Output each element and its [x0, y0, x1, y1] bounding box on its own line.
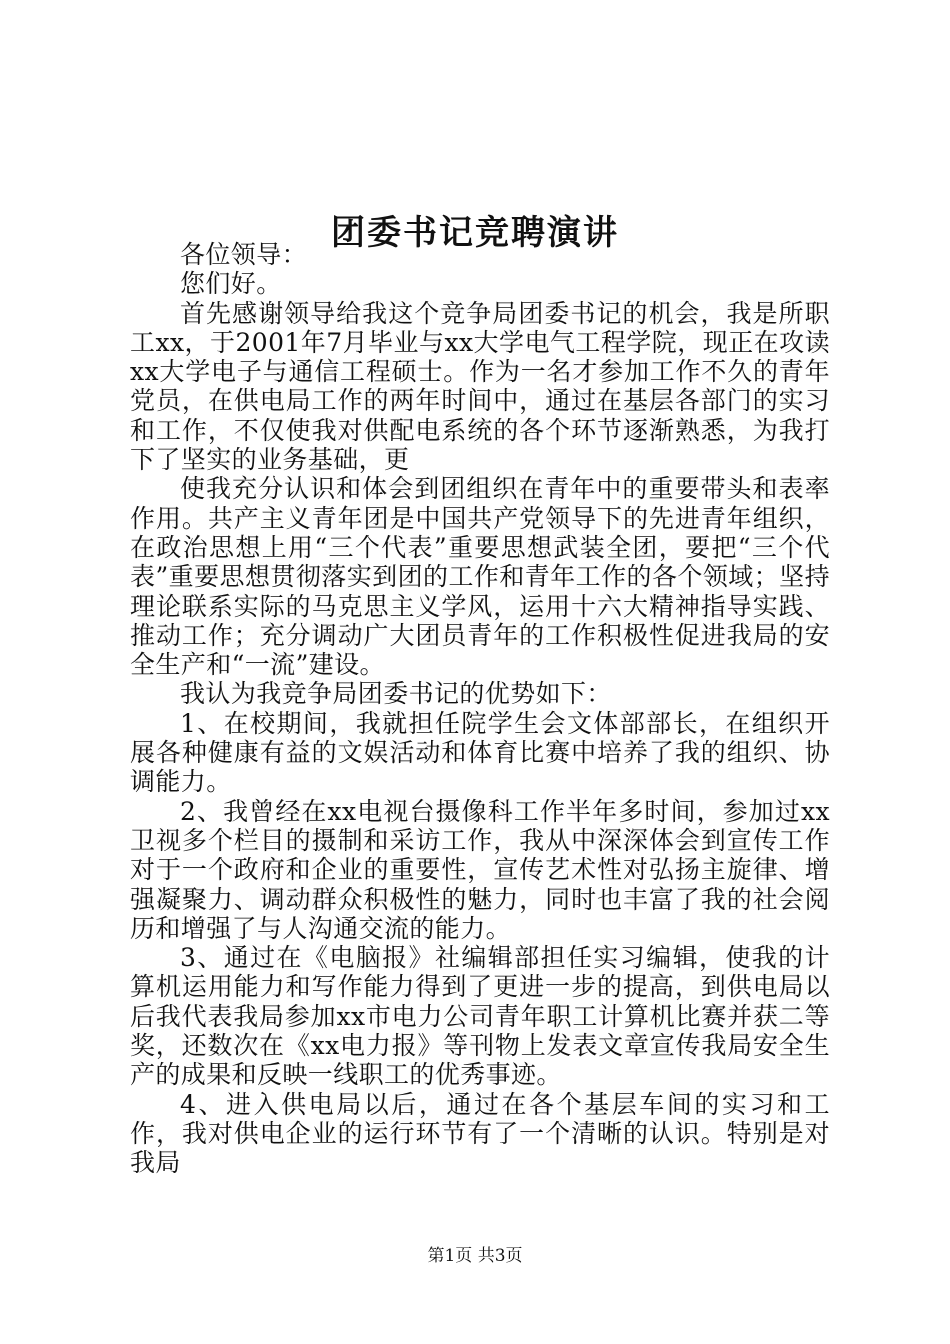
paragraph-introduction: 首先感谢领导给我这个竞争局团委书记的机会，我是所职工xx，于2001年7月毕业与xx大学电气工程学院，现正在攻读xx大学电子与通信工程硕士。作为一名才参加工作不久的青年党员，在供电局工作的两年时间中，通过在基层各部门的实习和工作，不仅使我对供配电系统的各个环节逐渐熟悉，为我打下了坚实的业务基础，更 [130, 298, 830, 475]
paragraph-advantage-3: 3、通过在《电脑报》社编辑部担任实习编辑，使我的计算机运用能力和写作能力得到了更进一步的提高，到供电局以后我代表我局参加xx市电力公司青年职工计算机比赛并获二等奖，还数次在《xx电力报》等刊物上发表文章宣传我局安全生产的成果和反映一线职工的优秀事迹。 [130, 943, 830, 1090]
paragraph-advantage-2: 2、我曾经在xx电视台摄像科工作半年多时间，参加过xx卫视多个栏目的摄制和采访工作，我从中深深体会到宣传工作对于一个政府和企业的重要性，宣传艺术性对弘扬主旋律、增强凝聚力、调动群众积极性的魅力，同时也丰富了我的社会阅历和增强了与人沟通交流的能力。 [130, 796, 830, 943]
greeting: 您们好。 [180, 269, 282, 299]
document-body [130, 240, 830, 1178]
paragraph-youth-league: 使我充分认识和体会到团组织在青年中的重要带头和表率作用。共产主义青年团是中国共产党领导下的先进青年组织，在政治思想上用“三个代表”重要思想武装全团，要把“三个代表”重要思想贯彻落实到团的工作和青年工作的各个领域；坚持理论联系实际的马克思主义学风，运用十六大精神指导实践、推动工作；充分调动广大团员青年的工作积极性促进我局的安全生产和“一流”建设。 [130, 474, 830, 680]
paragraph-advantage-1: 1、在校期间，我就担任院学生会文体部部长，在组织开展各种健康有益的文娱活动和体育比赛中培养了我的组织、协调能力。 [130, 708, 830, 797]
document-title: 团委书记竞聘演讲 [331, 212, 619, 253]
salutation: 各位领导： [180, 240, 308, 269]
page-number-footer: 第1页 共3页 [427, 1246, 523, 1266]
paragraph-advantages-intro: 我认为我竞争局团委书记的优势如下： [180, 679, 612, 709]
paragraph-advantage-4: 4、进入供电局以后，通过在各个基层车间的实习和工作，我对供电企业的运行环节有了一个清晰的认识。特别是对我局 [130, 1089, 830, 1178]
